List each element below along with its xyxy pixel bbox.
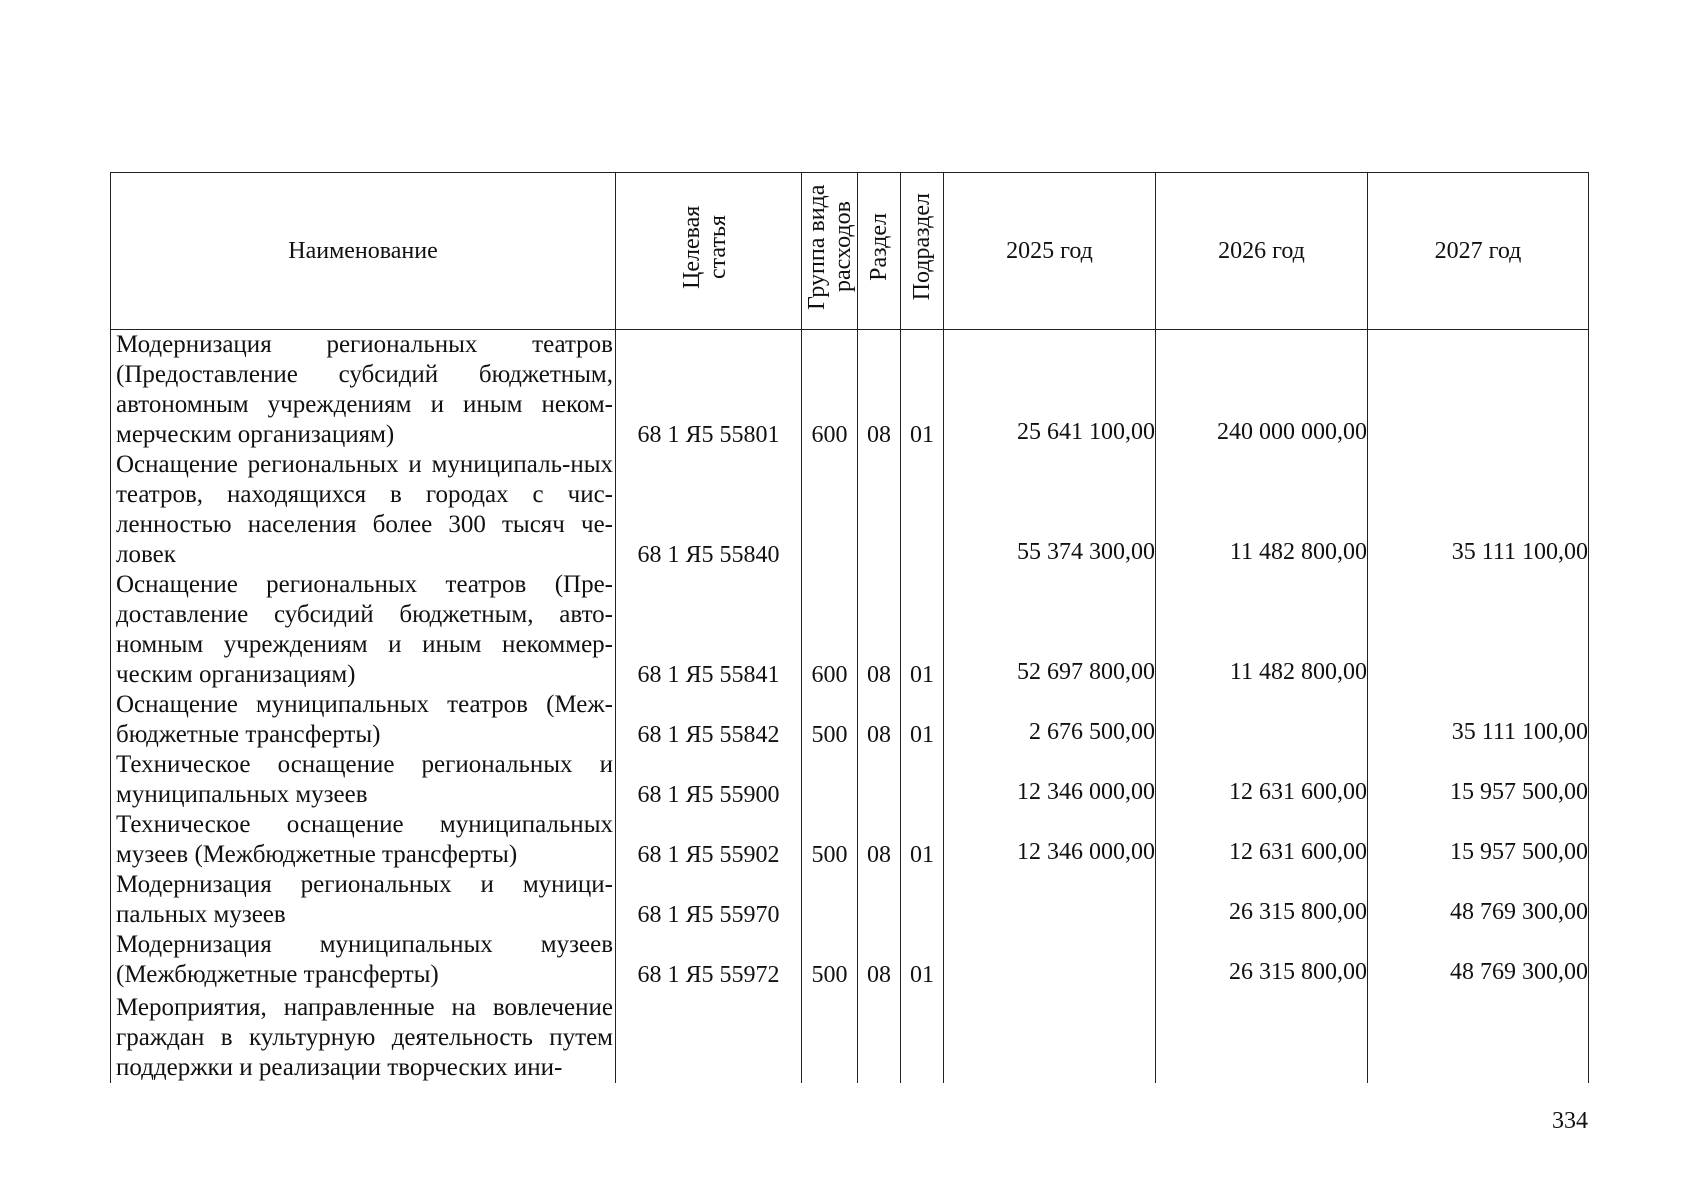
table-row: [111, 450, 1589, 570]
row-2025-cell: 55 374 300,00: [944, 450, 1156, 570]
row-subsection-cell: 01: [901, 570, 944, 690]
row-2026-cell: 240 000 000,00: [1156, 330, 1368, 451]
row-2026-cell: [1156, 690, 1368, 750]
row-2026-cell: [1156, 990, 1368, 1083]
row-subsection-cell: [901, 990, 944, 1083]
budget-table: [110, 172, 1589, 1083]
row-name-cell: Оснащение региональных и муниципаль-ных театров, находящихся в городах с чис-ленностью населения более 300 тысяч че-ловек: [111, 450, 616, 570]
row-2027-cell: 35 111 100,00: [1368, 450, 1589, 570]
page-number: 334: [1552, 1108, 1588, 1134]
table-row: [111, 870, 1589, 930]
row-2025-cell: 2 676 500,00: [944, 690, 1156, 750]
row-group-cell: 600: [802, 330, 858, 451]
row-2025-cell: 12 346 000,00: [944, 810, 1156, 870]
table-row: [111, 570, 1589, 690]
row-code-cell: 68 1 Я5 55842: [616, 690, 802, 750]
row-2027-cell: 15 957 500,00: [1368, 810, 1589, 870]
table-row: [111, 750, 1589, 810]
header-2025: 2025 год: [944, 173, 1156, 330]
row-2027-cell: 48 769 300,00: [1368, 870, 1589, 930]
row-2027-cell: [1368, 570, 1589, 690]
row-section-cell: 08: [858, 690, 901, 750]
row-2026-cell: 26 315 800,00: [1156, 870, 1368, 930]
row-2025-cell: [944, 870, 1156, 930]
row-group-cell: [802, 450, 858, 570]
row-2025-cell: 25 641 100,00: [944, 330, 1156, 451]
header-2026: 2026 год: [1156, 173, 1368, 330]
row-name-cell: Модернизация региональных и муници-пальных музеев: [111, 870, 616, 930]
row-2026-cell: 11 482 800,00: [1156, 450, 1368, 570]
row-code-cell: 68 1 Я5 55801: [616, 330, 802, 451]
row-subsection-cell: 01: [901, 690, 944, 750]
row-group-cell: 500: [802, 690, 858, 750]
row-2025-cell: 12 346 000,00: [944, 750, 1156, 810]
row-code-cell: 68 1 Я5 55900: [616, 750, 802, 810]
row-code-cell: 68 1 Я5 55841: [616, 570, 802, 690]
row-2027-cell: [1368, 990, 1589, 1083]
row-code-cell: 68 1 Я5 55972: [616, 930, 802, 990]
row-section-cell: [858, 990, 901, 1083]
row-section-cell: [858, 870, 901, 930]
row-section-cell: [858, 750, 901, 810]
row-name-cell: Техническое оснащение муниципальных музеев (Межбюджетные трансферты): [111, 810, 616, 870]
row-subsection-cell: [901, 450, 944, 570]
row-name-cell: Модернизация региональных театров (Предоставление субсидий бюджетным, автономным учреждениям и иным неком-мерческим организациям): [111, 330, 616, 451]
table-row: [111, 690, 1589, 750]
row-2025-cell: [944, 990, 1156, 1083]
row-2026-cell: 12 631 600,00: [1156, 810, 1368, 870]
header-expense-group: Группа вида расходов: [802, 173, 858, 330]
row-section-cell: [858, 450, 901, 570]
row-section-cell: 08: [858, 810, 901, 870]
row-2026-cell: 26 315 800,00: [1156, 930, 1368, 990]
row-2027-cell: 15 957 500,00: [1368, 750, 1589, 810]
header-target-article: Целевая статья: [616, 173, 802, 330]
row-group-cell: 500: [802, 810, 858, 870]
table-row: [111, 330, 1589, 451]
row-2025-cell: [944, 930, 1156, 990]
row-subsection-cell: 01: [901, 330, 944, 451]
row-2026-cell: 11 482 800,00: [1156, 570, 1368, 690]
header-name: Наименование: [111, 173, 616, 330]
row-subsection-cell: 01: [901, 930, 944, 990]
row-section-cell: 08: [858, 570, 901, 690]
header-subsection: Подраздел: [901, 173, 944, 330]
row-name-cell: Оснащение региональных театров (Пре-доставление субсидий бюджетным, авто-номным учреждениям и иным некоммер-ческим организациям): [111, 570, 616, 690]
row-2026-cell: 12 631 600,00: [1156, 750, 1368, 810]
row-section-cell: 08: [858, 330, 901, 451]
row-code-cell: 68 1 Я5 55840: [616, 450, 802, 570]
row-group-cell: 500: [802, 930, 858, 990]
row-2025-cell: 52 697 800,00: [944, 570, 1156, 690]
table-row: [111, 810, 1589, 870]
row-name-cell: Техническое оснащение региональных и муниципальных музеев: [111, 750, 616, 810]
row-name-cell: Мероприятия, направленные на вовлечение граждан в культурную деятельность путем поддержки и реализации творческих ини-: [111, 990, 616, 1083]
row-code-cell: [616, 990, 802, 1083]
table-row: [111, 990, 1589, 1083]
header-section: Раздел: [858, 173, 901, 330]
row-subsection-cell: 01: [901, 810, 944, 870]
row-group-cell: [802, 870, 858, 930]
row-subsection-cell: [901, 870, 944, 930]
table-row: [111, 930, 1589, 990]
row-2027-cell: [1368, 330, 1589, 451]
row-code-cell: 68 1 Я5 55970: [616, 870, 802, 930]
header-row: [111, 173, 1589, 330]
row-2027-cell: 35 111 100,00: [1368, 690, 1589, 750]
row-name-cell: Модернизация муниципальных музеев (Межбюджетные трансферты): [111, 930, 616, 990]
row-group-cell: [802, 750, 858, 810]
row-section-cell: 08: [858, 930, 901, 990]
row-code-cell: 68 1 Я5 55902: [616, 810, 802, 870]
header-2027: 2027 год: [1368, 173, 1589, 330]
row-group-cell: [802, 990, 858, 1083]
row-group-cell: 600: [802, 570, 858, 690]
row-subsection-cell: [901, 750, 944, 810]
row-2027-cell: 48 769 300,00: [1368, 930, 1589, 990]
table-body: [111, 330, 1589, 1084]
row-name-cell: Оснащение муниципальных театров (Меж-бюджетные трансферты): [111, 690, 616, 750]
